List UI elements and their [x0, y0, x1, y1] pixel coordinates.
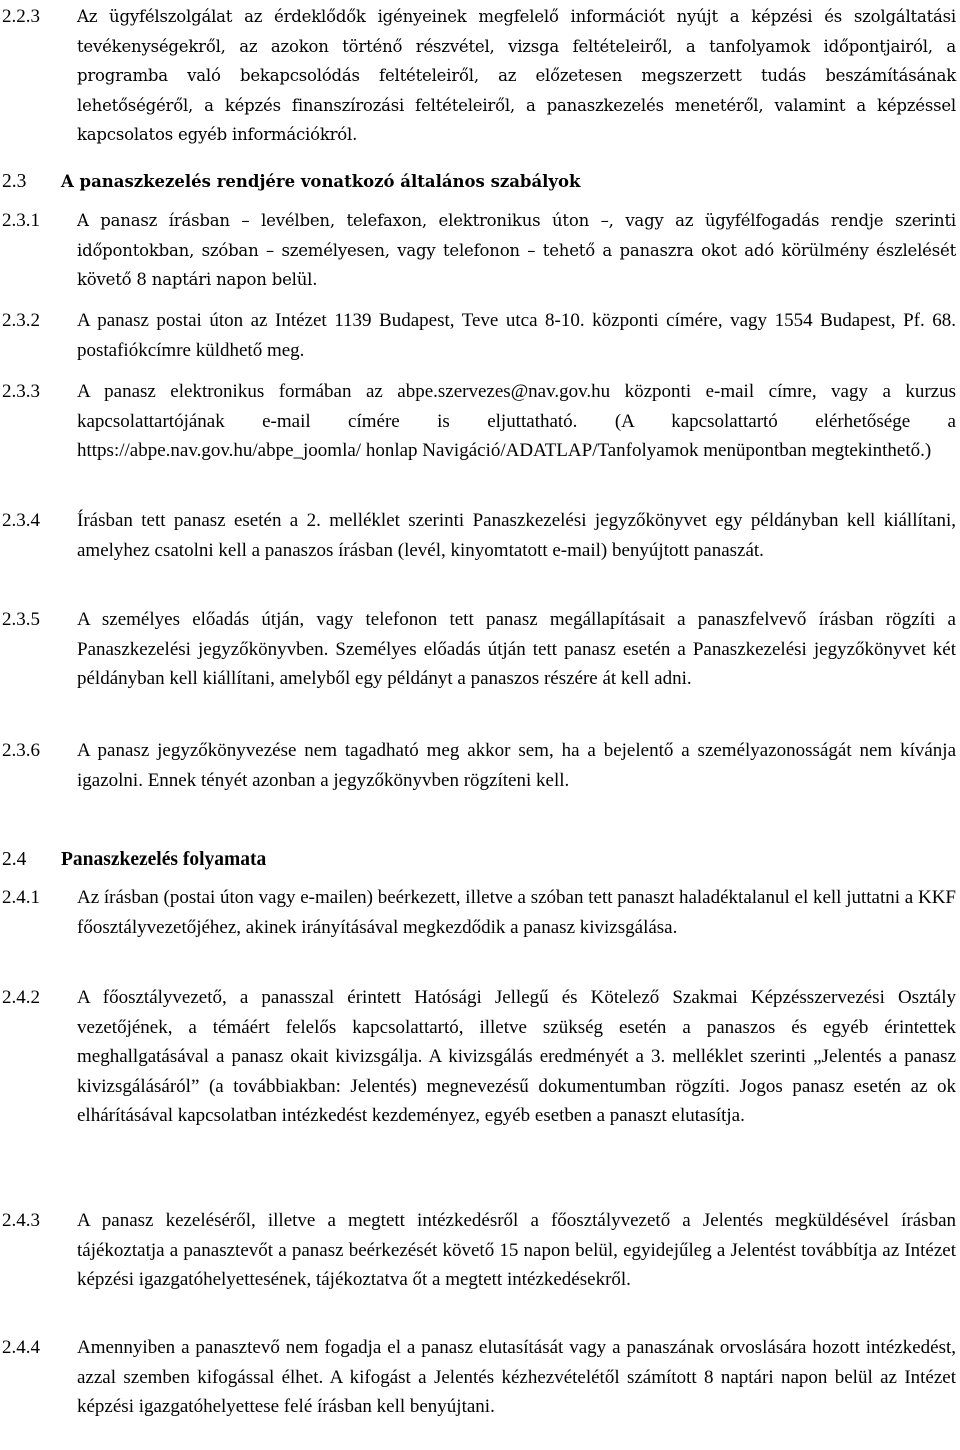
- paragraph-text: A panasz postai úton az Intézet 1139 Budapest, Teve utca 8-10. központi címére, vagy 1554 Budapest, Pf. 68. postafiókcímre küldhető meg.: [77, 310, 956, 361]
- paragraph-number: 2.3.5: [2, 609, 40, 630]
- paragraph-2-3-2: [0, 306, 956, 365]
- paragraph-number: 2.3.4: [2, 510, 40, 531]
- paragraph-number: 2.4.3: [2, 1210, 40, 1231]
- heading-number: 2.3: [2, 171, 27, 192]
- paragraph-2-3-4: [0, 506, 956, 565]
- paragraph-number: 2.4.4: [2, 1337, 40, 1358]
- paragraph-text: Az ügyfélszolgálat az érdeklődők igényeinek megfelelő információt nyújt a képzési és szolgáltatási tevékenységekről, az azokon történő részvétel, vizsga feltételeiről, a tanfolyamok időpontjairól, a programba való bekapcsolódás feltételeiről, az előzetesen megszerzett tudás beszámításának lehetőségéről, a képzés finanszírozási feltételeiről, a panaszkezelés menetéről, valamint a képzéssel kapcsolatos egyéb információkról.: [77, 7, 956, 144]
- heading-number: 2.4: [2, 849, 27, 870]
- paragraph-number: 2.3.1: [2, 210, 40, 231]
- paragraph-text: Amennyiben a panasztevő nem fogadja el a panasz elutasítását vagy a panaszának orvoslására hozott intézkedést, azzal szemben kifogással élhet. A kifogást a Jelentés kézhezvételétől számított 8 naptári napon belül az Intézet képzési igazgatóhelyettese felé írásban kell benyújtani.: [77, 1337, 956, 1417]
- paragraph-number: 2.3.3: [2, 381, 40, 402]
- paragraph-2-4-2: [0, 983, 956, 1131]
- paragraph-text: Írásban tett panasz esetén a 2. melléklet szerinti Panaszkezelési jegyzőkönyvet egy példányban kell kiállítani, amelyhez csatolni kell a panaszos írásban (levél, kinyomtatott e-mail) benyújtott panaszát.: [77, 510, 956, 561]
- heading-title: Panaszkezelés folyamata: [61, 849, 267, 870]
- paragraph-text: A személyes előadás útján, vagy telefonon tett panasz megállapításait a panaszfelvevő írásban rögzíti a Panaszkezelési jegyzőkönyvben. Személyes előadás útján tett panasz esetén a Panaszkezelési jegyzőkönyvet két példányban kell kiállítani, amelyből egy példányt a panaszos részére át kell adni.: [77, 609, 956, 689]
- paragraph-text: A panasz kezeléséről, illetve a megtett intézkedésről a főosztályvezető a Jelentés megküldésével írásban tájékoztatja a panasztevőt a panasz beérkezését követő 15 napon belül, egyidejűleg a Jelentést továbbítja az Intézet képzési igazgatóhelyettesének, tájékoztatva őt a megtett intézkedésekről.: [77, 1210, 956, 1290]
- paragraph-2-3-6: [0, 736, 956, 795]
- paragraph-number: 2.4.2: [2, 987, 40, 1008]
- paragraph-text: A panasz írásban – levélben, telefaxon, elektronikus úton –, vagy az ügyfélfogadás rendje szerinti időpontokban, szóban – személyesen, vagy telefonon – tehető a panaszra okot adó körülmény észlelését követő 8 naptári napon belül.: [77, 211, 956, 289]
- paragraph-number: 2.3.2: [2, 310, 40, 331]
- paragraph-2-3-3: [0, 377, 956, 466]
- paragraph-number: 2.3.6: [2, 740, 40, 761]
- paragraph-2-4-3: [0, 1206, 956, 1295]
- paragraph-2-3-5: [0, 605, 956, 694]
- paragraph-text: A panasz elektronikus formában az abpe.szervezes@nav.gov.hu központi e-mail címre, vagy a kurzus kapcsolattartójának e-mail címére is eljuttatható. (A kapcsolattartó elérhetősége a https://abpe.nav.gov.hu/abpe_joomla/ honlap Navigáció/ADATLAP/Tanfolyamok menüpontban megtekinthető.): [77, 381, 956, 461]
- paragraph-number: 2.2.3: [2, 6, 40, 27]
- paragraph-2-2-3: [0, 2, 956, 150]
- paragraph-text: A főosztályvezető, a panasszal érintett Hatósági Jellegű és Kötelező Szakmai Képzésszervezési Osztály vezetőjének, a témáért felelős kapcsolattartó, illetve szükség esetén a panaszos és egyéb érintettek meghallgatásával a panasz okait kivizsgálja. A kivizsgálás eredményét a 3. melléklet szerinti „Jelentés a panasz kivizsgálásáról” (a továbbiakban: Jelentés) megnevezésű dokumentumban rögzíti. Jogos panasz esetén az ok elhárításával kapcsolatban intézkedést kezdeményez, egyéb esetben a panaszt elutasítja.: [77, 987, 956, 1126]
- paragraph-text: Az írásban (postai úton vagy e-mailen) beérkezett, illetve a szóban tett panaszt haladéktalanul el kell juttatni a KKF főosztályvezetőjéhez, akinek irányításával megkezdődik a panasz kivizsgálása.: [77, 887, 956, 938]
- paragraph-2-4-1: [0, 883, 956, 942]
- paragraph-text: A panasz jegyzőkönyvezése nem tagadható meg akkor sem, ha a bejelentő a személyazonosságát nem kívánja igazolni. Ennek tényét azonban a jegyzőkönyvben rögzíteni kell.: [77, 740, 956, 791]
- paragraph-number: 2.4.1: [2, 887, 40, 908]
- paragraph-2-3-1: [0, 206, 956, 295]
- paragraph-2-4-4: [0, 1333, 956, 1422]
- heading-title: A panaszkezelés rendjére vonatkozó általános szabályok: [61, 172, 581, 191]
